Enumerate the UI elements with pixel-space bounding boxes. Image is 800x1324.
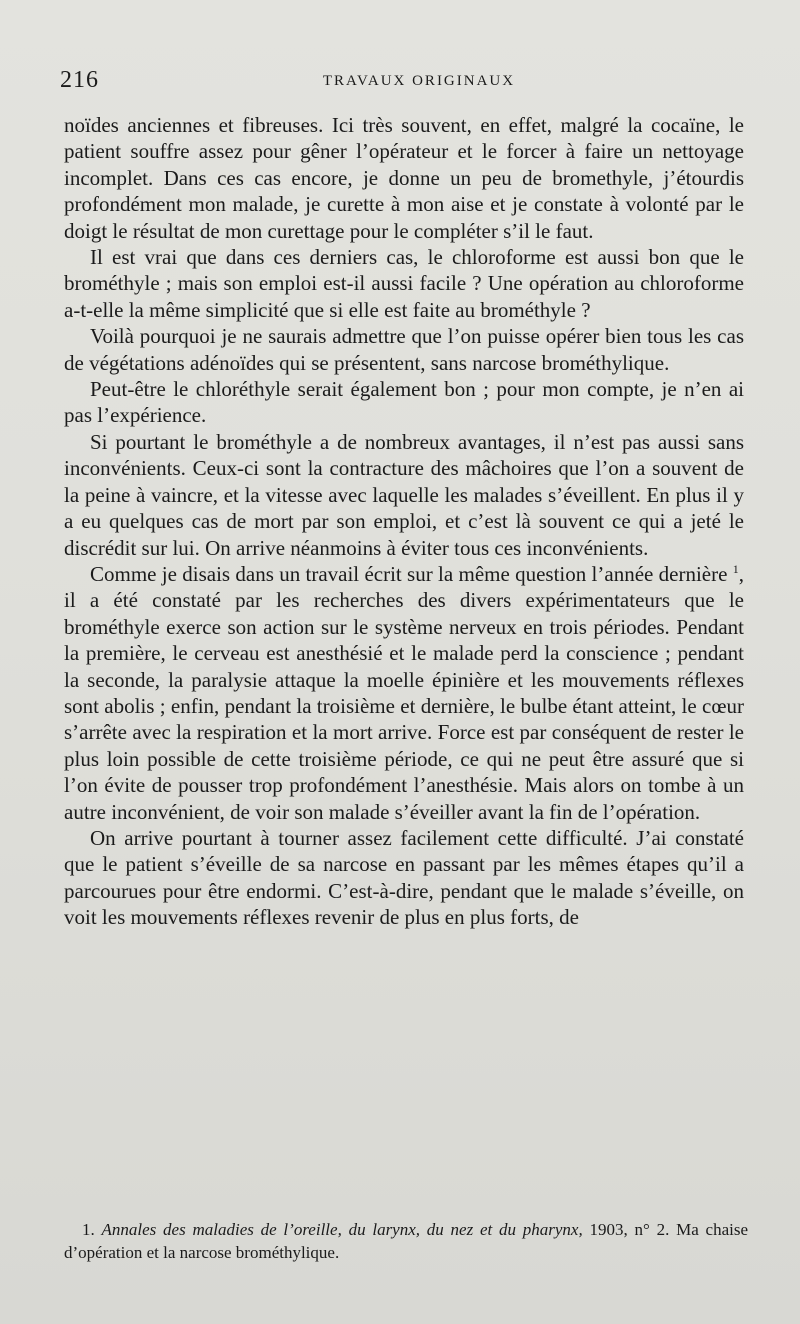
running-head: TRAVAUX ORIGINAUX bbox=[322, 73, 516, 89]
paragraph: Voilà pourquoi je ne saurais admettre que l’on puisse opérer bien tous les cas de végétations adénoïdes qui se présentent, sans narcose brométhylique. bbox=[64, 324, 744, 375]
paragraph-text: , il a été constaté par les recherches des divers expérimentateurs que le brométhyle exerce son action sur le système nerveux en trois périodes. Pendant la première, le cerveau est anesthésié et le malade perd la conscience ; pendant la seconde, la paralysie attaque la moelle épinière et les mouvements réflexes sont abolis ; enfin, pendant la troisième et dernière, le bulbe étant atteint, le cœur s’arrête avec la respiration et la mort arrive. Force est par conséquent de rester le plus loin possible de cette troisième période, ce qui ne peut être assuré que si l’on évite de pousser trop profondément l’anesthésie. Mais alors on tombe à un autre inconvénient, de voir son malade s’éveiller avant la fin de l’opération. bbox=[64, 561, 744, 824]
footnote-text: 1903, n° 2. Ma chaise d’opération et la narcose brométhylique. bbox=[64, 1220, 748, 1262]
paragraph: Il est vrai que dans ces derniers cas, le chloroforme est aussi bon que le brométhyle ; mais son emploi est-il aussi facile ? Une opération au chloroforme a-t-elle la même simplicité que si elle est faite au brométhyle ? bbox=[64, 245, 744, 322]
body-text bbox=[64, 112, 744, 931]
page-header bbox=[60, 64, 738, 96]
footnote bbox=[64, 1218, 748, 1264]
paragraph: Peut-être le chloréthyle serait également bon ; pour mon compte, je n’en ai pas l’expérience. bbox=[64, 377, 744, 428]
paragraph-with-footnote-ref bbox=[64, 561, 744, 825]
paragraph-text: Comme je disais dans un travail écrit sur la même question l’année dernière bbox=[90, 561, 728, 586]
footnote-journal-title: Annales des maladies de l’oreille, du larynx, du nez et du pharynx, bbox=[101, 1220, 583, 1239]
footnote-reference: 1 bbox=[732, 561, 739, 576]
paragraph-continued: noïdes anciennes et fibreuses. Ici très souvent, en effet, malgré la cocaïne, le patient souffre assez pour gêner l’opérateur et le forcer à faire un nettoyage incomplet. Dans ces cas encore, je donne un peu de bromethyle, j’étourdis profondément mon malade, je curette à mon aise et je constate à volonté par le doigt le résultat de mon curettage pour le compléter s’il le faut. bbox=[64, 113, 744, 243]
page-number: 216 bbox=[60, 67, 99, 93]
paragraph: Si pourtant le brométhyle a de nombreux avantages, il n’est pas aussi sans inconvénients. Ceux-ci sont la contracture des mâchoires que l’on a souvent de la peine à vaincre, et la vitesse avec laquelle les malades s’éveillent. En plus il y a eu quelques cas de mort par son emploi, et c’est là souvent ce qui a jeté le discrédit sur lui. On arrive néanmoins à éviter tous ces inconvénients. bbox=[64, 429, 744, 560]
paragraph: On arrive pourtant à tourner assez facilement cette difficulté. J’ai constaté que le patient s’éveille de sa narcose en passant par les mêmes étapes qu’il a parcourues pour être endormi. C’est-à-dire, pendant que le malade s’éveille, on voit les mouvements réflexes revenir de plus en plus forts, de bbox=[64, 825, 744, 930]
footnote-number: 1. bbox=[82, 1220, 95, 1239]
